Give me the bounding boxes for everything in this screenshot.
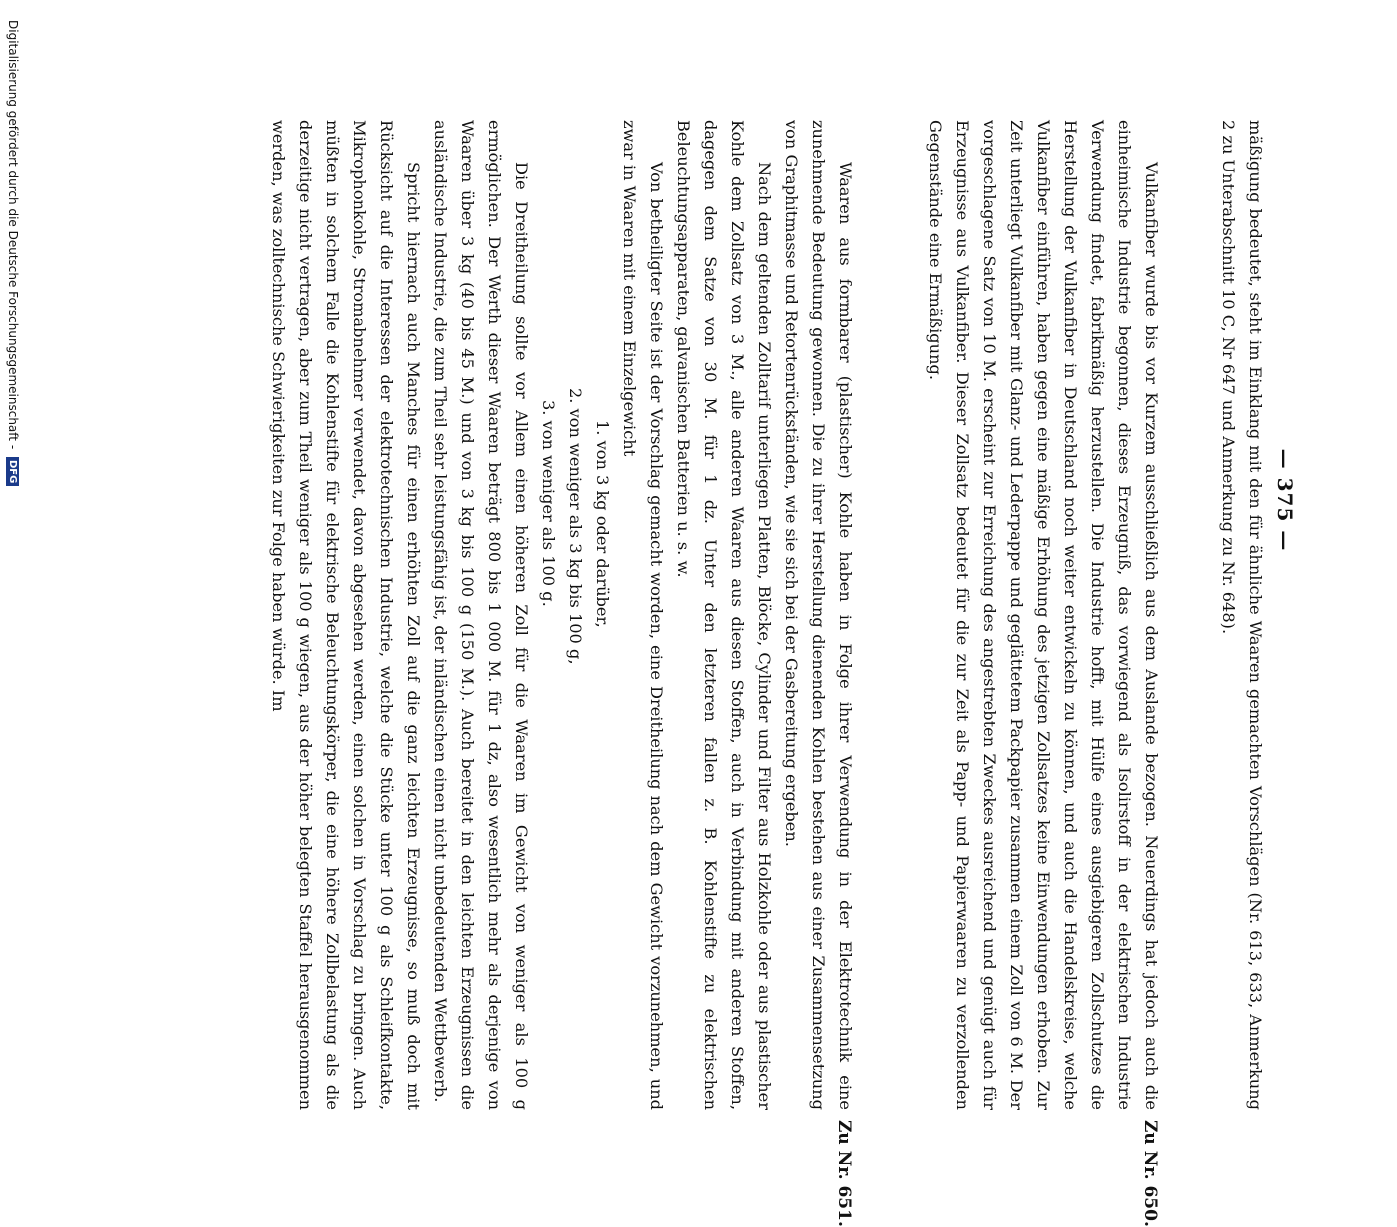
list-item: 3. von weniger als 100 g. bbox=[539, 400, 558, 607]
weight-list bbox=[535, 120, 616, 1110]
intro-paragraph: mäßigung bedeutet, steht im Einklang mit den für ähnliche Waaren gemachten Vorschlägen (Nr. 613, 633, Anmerkung 2 zu Unterabschnitt 10 C, Nr 647 und Anmerkung zu Nr. 648). bbox=[1219, 120, 1265, 1110]
list-item: 2. von weniger als 3 kg bis 100 g, bbox=[566, 388, 585, 665]
dfg-logo: DFG bbox=[6, 457, 19, 486]
marginal-note-651: Zu Nr. 651. bbox=[834, 1120, 854, 1227]
credit-text: Digitalisierung gefördert durch die Deutsche Forschungsgemeinschaft - bbox=[6, 20, 20, 450]
section-651-p2: Nach dem geltenden Zolltarif unterliegen Platten, Blöcke, Cylinder und Filter aus Holzkohle oder aus plastischer Kohle dem Zollsatz von 3 M., alle anderen Waaren aus diesen Stoffen, auch in Verbindung mit anderen Stoffen, dagegen dem Satze von 30 M. für 1 dz. Unter den letzteren fallen z. B. Kohlenstifte zu elektrischen Beleuchtungsapparaten, galvanischen Batterien u. s. w. bbox=[674, 120, 774, 1110]
section-651-p1: Waaren aus formbarer (plastischer) Kohle haben in Folge ihrer Verwendung in der Elektrotechnik eine zunehmende Bedeutung gewonnen. Die zu ihrer Herstellung dienenden Kohlen bestehen aus einer Zusammensetzung von Graphitmasse und Retortenrückständen, wie sie sich bei der Gasbereitung ergeben. bbox=[782, 120, 855, 1110]
section-651-p4: Die Dreitheilung sollte vor Allem einen höheren Zoll für die Waaren im Gewicht von weniger als 100 g ermöglichen. Der Werth dieser Waaren beträgt 800 bis 1 000 M. für 1 dz, also wesentlich mehr als derjenige von Waaren über 3 kg (40 bis 45 M.) und von 3 kg bis 100 g (150 M.). Auch bereitet in den leichten Erzeugnissen die ausländische Industrie, die zum Theil sehr leistungsfähig ist, der inländischen einen nicht unbedeutenden Wettbewerb. bbox=[431, 120, 531, 1110]
section-650-text: Vulkanfiber wurde bis vor Kurzem ausschließlich aus dem Auslande bezogen. Neuerdings hat jedoch auch die einheimische Industrie begonnen, dieses Erzeugniß, das vorwiegend als Isolirstoff in der elektrischen Industrie Verwendung findet, fabrikmäßig herzustellen. Die Industrie hofft, mit Hülfe eines ausgiebigeren Zollschutzes die Herstellung der Vulkanfiber in Deutschland noch weiter entwickeln zu können, und auch die Handelskreise, welche Vulkanfiber einführen, haben gegen eine mäßige Erhöhung des jetzigen Zollsatzes keine Einwendungen erhoben. Zur Zeit unterliegt Vulkanfiber mit Glanz- und Lederpappe und geglättetem Packpapier zusammen einem Zoll von 6 M. Der vorgeschlagene Satz von 10 M. erscheint zur Erreichung des angestrebten Zweckes ausreichend und genügt auch für Erzeugnisse aus Vulkanfiber. Dieser Zollsatz bedeutet für die zur Zeit als Papp- und Papierwaaren zu verzollenden Gegenstände eine Ermäßigung. bbox=[926, 120, 1161, 1110]
section-650 bbox=[922, 120, 1165, 1227]
section-651 bbox=[265, 120, 859, 1227]
footer-credit bbox=[6, 0, 20, 1000]
page-number: — 375 — bbox=[1273, 448, 1297, 552]
section-651-p3: Von betheiligter Seite ist der Vorschlag gemacht worden, eine Dreitheilung nach dem Gewicht vorzunehmen, und zwar in Waaren mit einem Einzelgewicht bbox=[620, 120, 666, 1110]
marginal-note-650: Zu Nr. 650. bbox=[1140, 1120, 1160, 1227]
list-item: 1. von 3 kg oder darüber, bbox=[593, 420, 612, 628]
section-651-p5: Spricht hiernach auch Manches für einen erhöhten Zoll auf die ganz leichten Erzeugnisse, so muß doch mit Rücksicht auf die Interessen der elektrotechnischen Industrie, welche die Stücke unter 100 g als Schleifkontakte, Mikrophonkohle, Stromabnehmer verwendet, davon abgesehen werden, einen solchen in Vorschlag zu bringen. Auch müßten in solchem Falle die Kohlenstifte für elektrische Beleuchtungskörper, die eine höhere Zollbelastung als die derzeitige nicht vertragen, aber zum Theil weniger als 100 g wiegen, aus der höher belegten Staffel herausgenommen werden, was zolltechnische Schwierigkeiten zur Folge haben würde. Im bbox=[269, 120, 423, 1110]
